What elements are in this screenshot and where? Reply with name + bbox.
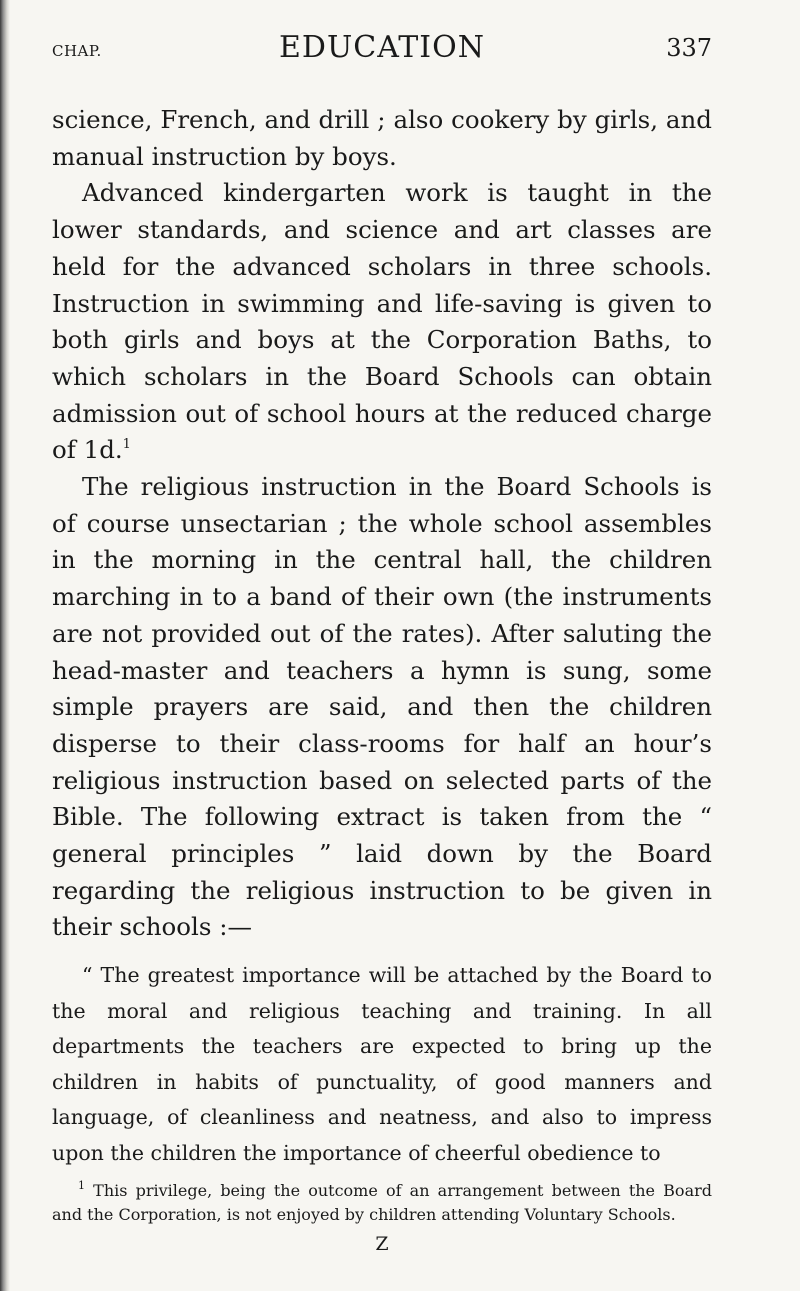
block-quote: “ The greatest importance will be attached by the Board to the moral and religious teaching and training. In all departments the teachers are expected to bring up the children in habits of punctuality, of good manners and language, of cleanliness and neatness, and also to impress upon the children the importance of cheerful obedience to — [52, 963, 712, 1165]
book-page — [52, 22, 712, 1255]
footnote-reference: 1 — [122, 437, 131, 453]
page-number: 337 — [666, 34, 712, 62]
book-spine-shadow — [0, 0, 10, 1291]
paragraph-continued: science, French, and drill ; also cookery by girls, and manual instruction by boys. — [52, 105, 712, 171]
signature-mark: Z — [375, 1233, 389, 1256]
footnote-marker: 1 — [78, 1179, 85, 1193]
body-text — [52, 102, 712, 946]
footnote-text: This privilege, being the outcome of an arrangement between the Board and the Corporation, is not enjoyed by children attending Voluntary Schools. — [52, 1181, 712, 1225]
paragraph-religious-instruction: The religious instruction in the Board Schools is of course unsectarian ; the whole school assembles in the morning in the central hall, the children marching in to a band of their own (the instruments are not provided out of the rates). After saluting the head-master and teachers a hymn is sung, some simple prayers are said, and then the children disperse to their class-rooms for half an hour’s religious instruction based on selected parts of the Bible. The following extract is taken from the “ general principles ” laid down by the Board regarding the religious instruction to be given in their schools :— — [52, 472, 712, 942]
running-head — [52, 22, 712, 72]
chapter-label: CHAP. — [52, 42, 102, 60]
footnote — [52, 1179, 712, 1227]
paragraph-kindergarten — [52, 175, 712, 469]
paragraph-kindergarten-text: Advanced kindergarten work is taught in the lower standards, and science and art classes are held for the advanced scholars in three schools. Instruction in swimming and life-saving is given to both girls and boys at the Corporation Baths, to which scholars in the Board Schools can obtain admission out of school hours at the reduced charge of 1d. — [52, 178, 712, 465]
page-title: EDUCATION — [279, 30, 485, 65]
